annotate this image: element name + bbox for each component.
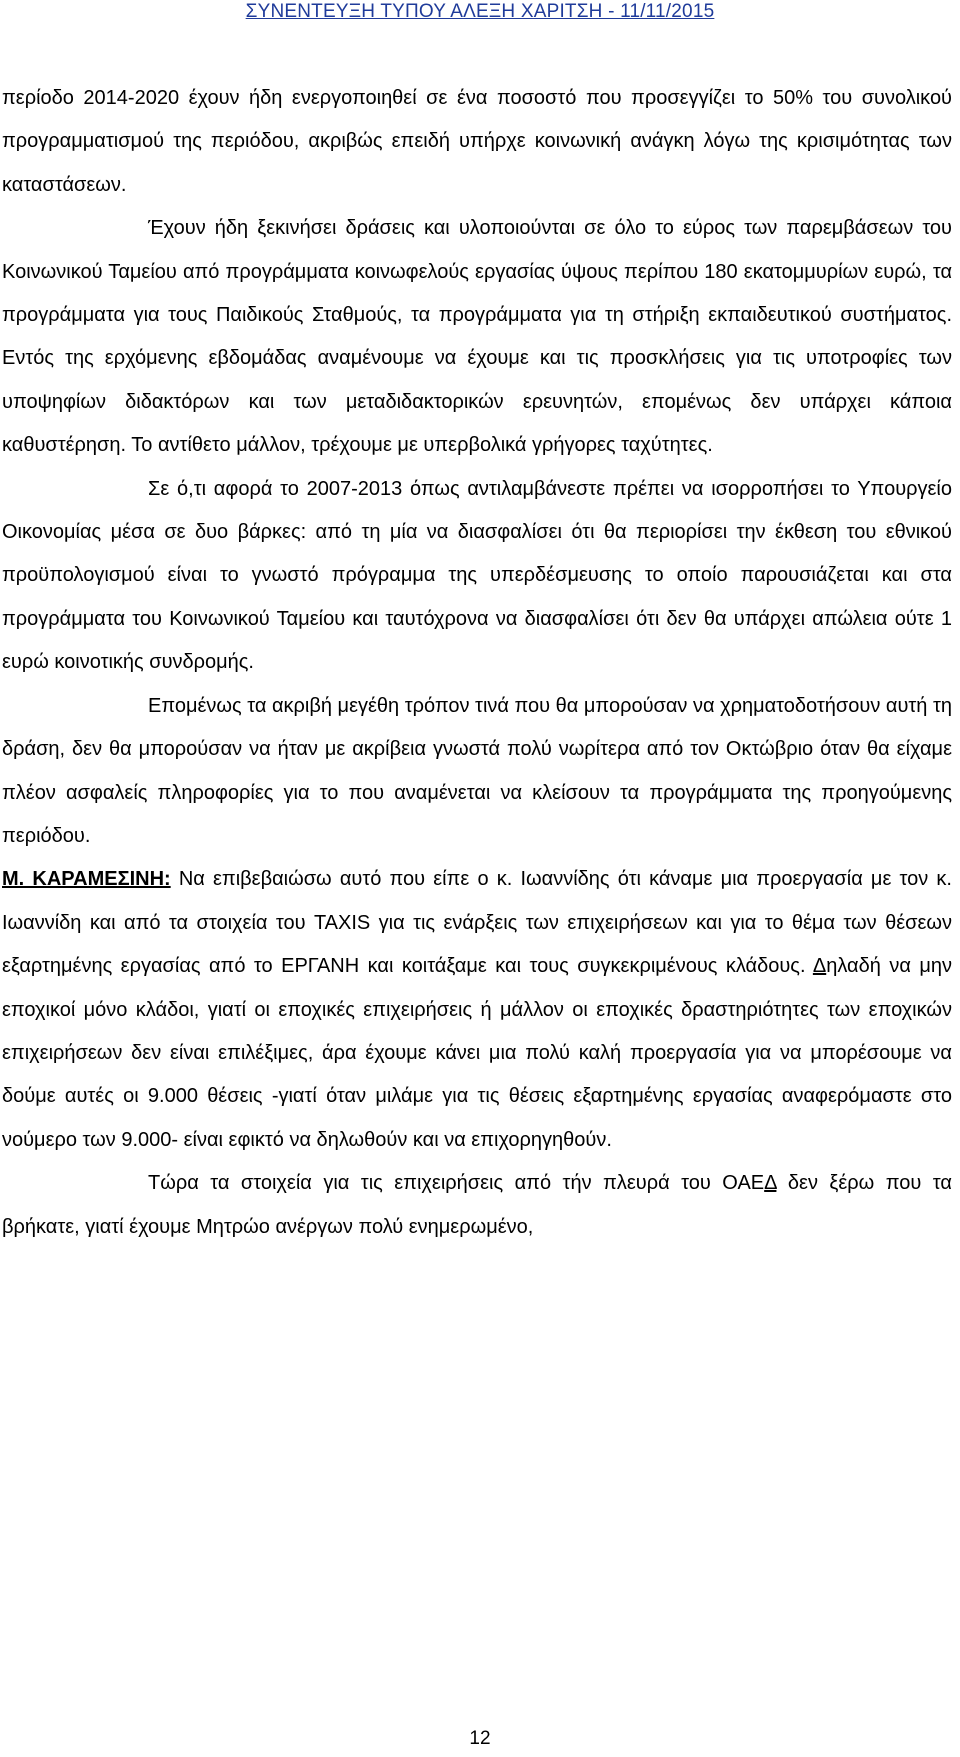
paragraph-5-text-a: Να επιβεβαιώσω αυτό που είπε ο κ. Ιωαννίδης ότι κάναμε μια προεργασία με τον κ. Ιωαννίδη και από τα στοιχεία του TAXIS για τις ενάρξεις των επιχειρήσεων και για το θέμα των θέσεων εξαρτημένης εργασίας από το ΕΡΓΑΝΗ και κοιτάξαμε και τους συγκεκριμένους κλάδους. bbox=[2, 868, 952, 978]
speaker-label: Μ. ΚΑΡΑΜΕΣΙΝΗ: bbox=[2, 868, 171, 891]
paragraph-6-text-b: δεν ξέρω που τα βρήκατε, γιατί έχουμε Μητρώο ανέργων πολύ ενημερωμένο, bbox=[2, 1172, 952, 1238]
underlined-letter: Δ bbox=[812, 955, 827, 978]
header-title: ΣΥΝΕΝΤΕΥΞΗ ΤΥΠΟΥ ΑΛΕΞΗ ΧΑΡΙΤΣΗ - 11/11/2015 bbox=[245, 1, 715, 22]
paragraph-4: Επομένως τα ακριβή μεγέθη τρόπον τινά που θα μπορούσαν να χρηματοδοτήσουν αυτή τη δράση, δεν θα μπορούσαν να ήταν με ακρίβεια γνωστά πολύ νωρίτερα από τον Οκτώβριο όταν θα είχαμε πλέον ασφαλείς πληροφορίες για το που αναμένεται να κλείσουν τα προγράμματα της προηγούμενης περιόδου. bbox=[2, 694, 952, 847]
page-number: 12 bbox=[469, 1728, 491, 1749]
document-body bbox=[2, 77, 952, 1249]
underlined-letter: Δ bbox=[764, 1172, 777, 1195]
paragraph-5-text-b: ηλαδή να μην εποχικοί μόνο κλάδοι, γιατί οι εποχικές επιχειρήσεις ή μάλλον οι εποχικές δραστηριότητες των εποχικών επιχειρήσεων δεν είναι επιλέξιμες, άρα έχουμε κάνει μια πολύ καλή προεργασία για να μπορέσουμε να δούμε αυτές οι 9.000 θέσεις -γιατί όταν μιλάμε για τις θέσεις εξαρτημένης εργασίας αναφερόμαστε στο νούμερο των 9.000- είναι εφικτό να δηλωθούν και να επιχορηγηθούν. bbox=[2, 955, 952, 1151]
paragraph-5 bbox=[2, 858, 952, 1162]
paragraph-2: Έχουν ήδη ξεκινήσει δράσεις και υλοποιούνται σε όλο το εύρος των παρεμβάσεων του Κοινωνικού Ταμείου από προγράμματα κοινωφελούς εργασίας ύψους περίπου 180 εκατομμυρίων ευρώ, τα προγράμματα για τους Παιδικούς Σταθμούς, τα προγράμματα για τη στήριξη εκπαιδευτικού συστήματος. Εντός της ερχόμενης εβδομάδας αναμένουμε να έχουμε και τις προσκλήσεις για τις υποτροφίες των υποψηφίων διδακτόρων και των μεταδιδακτορικών ερευνητών, επομένως δεν υπάρχει κάποια καθυστέρηση. Το αντίθετο μάλλον, τρέχουμε με υπερβολικά γρήγορες ταχύτητες. bbox=[2, 217, 952, 457]
paragraph-3: Σε ό,τι αφορά το 2007-2013 όπως αντιλαμβάνεστε πρέπει να ισορροπήσει το Υπουργείο Οικονομίας μέσα σε δυο βάρκες: από τη μία να διασφαλίσει ότι θα περιορίσει την έκθεση του εθνικού προϋπολογισμού είναι το γνωστό πρόγραμμα της υπερδέσμευσης το οποίο παρουσιάζεται και στα προγράμματα του Κοινωνικού Ταμείου και ταυτόχρονα να διασφαλίσει ότι δεν θα υπάρχει απώλεια ούτε 1 ευρώ κοινοτικής συνδρομής. bbox=[2, 477, 952, 674]
page-header bbox=[0, 0, 960, 30]
paragraph-6 bbox=[2, 1162, 952, 1249]
paragraph-6-text-a: Τώρα τα στοιχεία για τις επιχειρήσεις από τήν πλευρά του ΟΑΕ bbox=[148, 1172, 765, 1195]
paragraph-1: περίοδο 2014-2020 έχουν ήδη ενεργοποιηθεί σε ένα ποσοστό που προσεγγίζει το 50% του συνολικού προγραμματισμού της περιόδου, ακριβώς επειδή υπήρχε κοινωνική ανάγκη λόγω της κρισιμότητας των καταστάσεων. bbox=[2, 87, 952, 196]
